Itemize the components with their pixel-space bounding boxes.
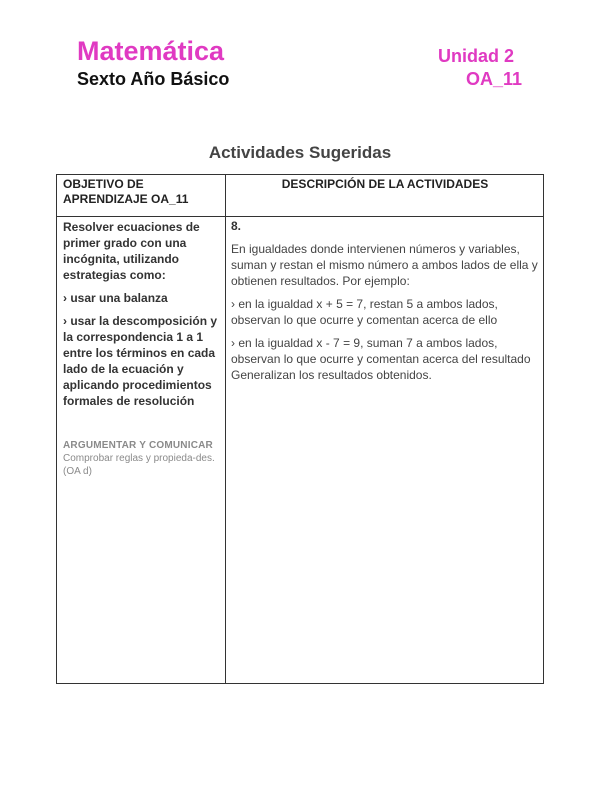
activity-example: › en la igualdad x - 7 = 9, suman 7 a ambos lados, observan lo que ocurre y comentan acerca del resultado Generalizan los resultados obtenidos. bbox=[231, 336, 531, 382]
objective-item: › usar una balanza bbox=[63, 291, 168, 305]
activity-intro: En igualdades donde intervienen números y variables, suman y restan el mismo número a ambos lados de ella y obtienen resultados. Por ejemplo: bbox=[231, 242, 538, 288]
subject-title: Matemática bbox=[77, 36, 225, 66]
activity-number: 8. bbox=[231, 219, 242, 233]
row-divider bbox=[57, 216, 543, 217]
unit-title: Unidad 2 bbox=[437, 46, 514, 66]
activity-example: › en la igualdad x + 5 = 7, restan 5 a ambos lados, observan lo que ocurre y comentan acerca de ello bbox=[231, 297, 498, 327]
oa-code: OA_11 bbox=[465, 69, 522, 89]
objective-column-header: OBJETIVO DE APRENDIZAJE OA_11 bbox=[63, 177, 189, 206]
activity-column-header: DESCRIPCIÓN DE LA ACTIVIDADES bbox=[281, 177, 489, 191]
skill-title: ARGUMENTAR Y COMUNICAR bbox=[63, 440, 213, 451]
skill-block bbox=[63, 439, 223, 478]
column-divider bbox=[225, 175, 226, 683]
activity-cell bbox=[231, 219, 539, 390]
grade-title: Sexto Año Básico bbox=[77, 69, 230, 89]
objective-item: › usar la descomposición y la correspondencia 1 a 1 entre los términos en cada lado de la ecuación y aplicando procedimientos formales de resolución bbox=[63, 314, 218, 408]
skill-text: Comprobar reglas y propieda-des. (OA d) bbox=[63, 453, 215, 477]
objective-intro: Resolver ecuaciones de primer grado con una incógnita, utilizando estrategias como: bbox=[63, 220, 200, 282]
objective-cell bbox=[63, 219, 223, 478]
section-title: Actividades Sugeridas bbox=[208, 143, 392, 162]
activity-table bbox=[56, 174, 544, 684]
